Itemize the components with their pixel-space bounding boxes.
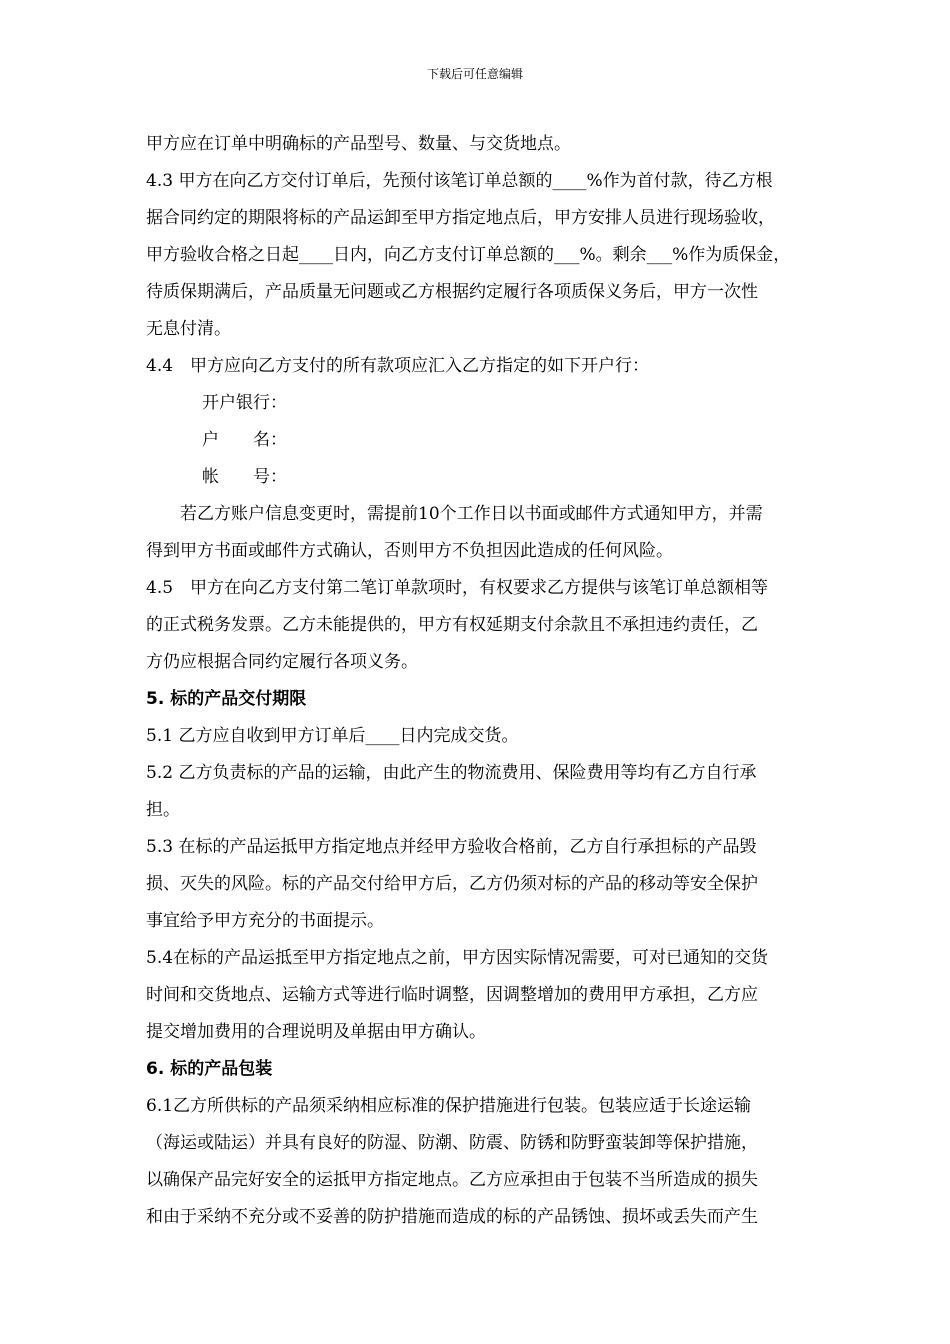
- text-line: 方仍应根据合同约定履行各项义务。: [146, 652, 418, 672]
- text-line: 甲方验收合格之日起____日内，向乙方支付订单总额的___%。剩余___%作为质保金，: [146, 245, 791, 265]
- clause-4-4: 4.4 甲方应向乙方支付的所有款项应汇入乙方指定的如下开户行：: [146, 356, 650, 376]
- clause-5-3: 5.3 在标的产品运抵甲方指定地点并经甲方验收合格前，乙方自行承担标的产品毁: [146, 837, 757, 857]
- account-number-label: 帐 号：: [202, 467, 287, 487]
- section-6-heading: 6. 标的产品包装: [146, 1059, 273, 1079]
- clause-4-3: 4.3 甲方在向乙方交付订单后，先预付该笔订单总额的____%作为首付款，待乙方根: [146, 171, 773, 191]
- text-line: （海运或陆运）并具有良好的防湿、防潮、防震、防锈和防野蛮装卸等保护措施，: [146, 1133, 758, 1153]
- account-bank-label: 开户银行：: [202, 393, 287, 413]
- text-line: 待质保期满后，产品质量无问题或乙方根据约定履行各项质保义务后，甲方一次性: [146, 282, 758, 302]
- clause-5-1: 5.1 乙方应自收到甲方订单后____日内完成交货。: [146, 726, 519, 746]
- account-name-label: 户 名：: [202, 430, 287, 450]
- text-line: 担。: [146, 800, 180, 820]
- text-line: 得到甲方书面或邮件方式确认，否则甲方不负担因此造成的任何风险。: [146, 541, 673, 561]
- text-line: 据合同约定的期限将标的产品运卸至甲方指定地点后，甲方安排人员进行现场验收，: [146, 208, 775, 228]
- text-line: 若乙方账户信息变更时，需提前10个工作日以书面或邮件方式通知甲方，并需: [180, 504, 763, 524]
- text-line: 无息付清。: [146, 319, 231, 339]
- clause-6-1: 6.1乙方所供标的产品须采纳相应标准的保护措施进行包装。包装应适于长途运输: [146, 1096, 752, 1116]
- text-line: 以确保产品完好安全的运抵甲方指定地点。乙方应承担由于包装不当所造成的损失: [146, 1170, 758, 1190]
- clause-5-2: 5.2 乙方负责标的产品的运输，由此产生的物流费用、保险费用等均有乙方自行承: [146, 763, 757, 783]
- text-line: 和由于采纳不充分或不妥善的防护措施而造成的标的产品锈蚀、损坏或丢失而产生: [146, 1207, 758, 1227]
- text-line: 事宜给予甲方充分的书面提示。: [146, 911, 384, 931]
- clause-4-5: 4.5 甲方在向乙方支付第二笔订单款项时，有权要求乙方提供与该笔订单总额相等: [146, 578, 769, 598]
- page-header: 下载后可任意编辑: [426, 67, 523, 81]
- text-line: 甲方应在订单中明确标的产品型号、数量、与交货地点。: [146, 134, 571, 154]
- document-body: [146, 126, 861, 1236]
- text-line: 时间和交货地点、运输方式等进行临时调整，因调整增加的费用甲方承担，乙方应: [146, 985, 758, 1005]
- text-line: 损、灭失的风险。标的产品交付给甲方后，乙方仍须对标的产品的移动等安全保护: [146, 874, 758, 894]
- text-line: 的正式税务发票。乙方未能提供的，甲方有权延期支付余款且不承担违约责任，乙: [146, 615, 758, 635]
- clause-5-4: 5.4在标的产品运抵至甲方指定地点之前，甲方因实际情况需要，可对已通知的交货: [146, 948, 769, 968]
- section-5-heading: 5. 标的产品交付期限: [146, 689, 307, 709]
- text-line: 提交增加费用的合理说明及单据由甲方确认。: [146, 1022, 486, 1042]
